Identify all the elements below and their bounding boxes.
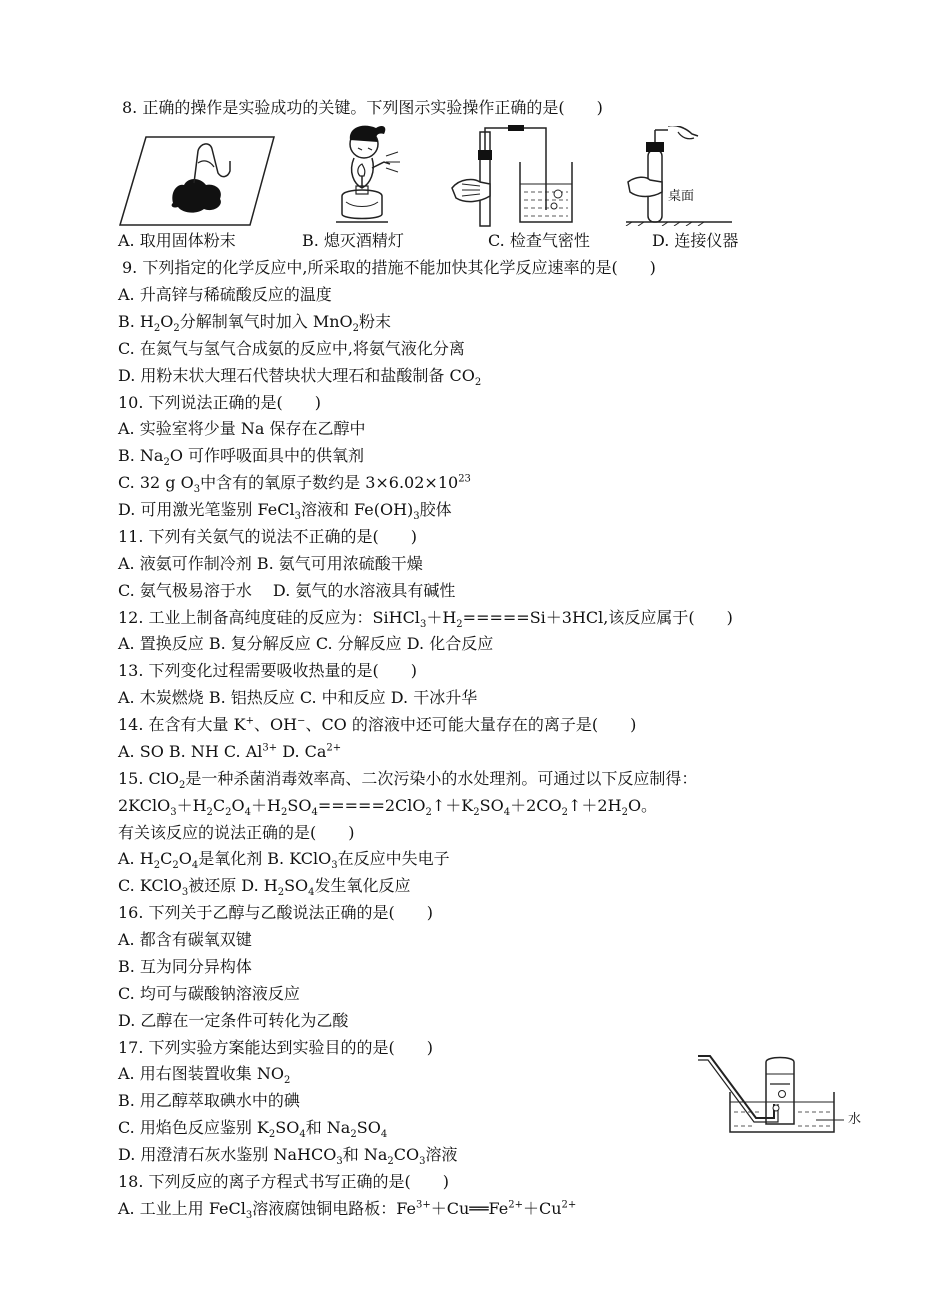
q10-option-b: B. $Na_2O$ 可作呼吸面具中的供氧剂 (118, 446, 365, 469)
q9-option-a: A. 升高锌与稀硫酸反应的温度 (118, 285, 332, 304)
figure-d-connect (622, 126, 732, 226)
q18-stem: 18. 下列反应的离子方程式书写正确的是( ) (118, 1172, 450, 1191)
q11-stem: 11. 下列有关氨气的说法不正确的是( ) (118, 527, 418, 546)
q13-stem: 13. 下列变化过程需要吸收热量的是( ) (118, 661, 418, 680)
q9-option-d: D. 用粉末状大理石代替块状大理石和盐酸制备 $CO_2$ (118, 366, 482, 389)
q16-option-d: D. 乙醇在一定条件可转化为乙酸 (118, 1011, 349, 1030)
q18-option-a: A. 工业上用 FeCl$_3$溶液腐蚀铜电路板：$Fe^{3+}+Cu══Fe^{2+}+Cu^{2+}$ (118, 1199, 577, 1222)
figure-c-airtight (450, 122, 580, 228)
q16-stem: 16. 下列关于乙醇与乙酸说法正确的是( ) (118, 903, 434, 922)
q17-option-a: A. 用右图装置收集 $NO_2$ (118, 1064, 291, 1087)
q10-stem: 10. 下列说法正确的是( ) (118, 393, 322, 412)
q14-stem: 14. 在含有大量 K+、OH−、CO 的溶液中还可能大量存在的离子是( ) (118, 715, 637, 734)
q10-option-d: D. 可用激光笔鉴别 FeCl$_3$溶液和 $Fe(OH)_3$胶体 (118, 500, 452, 523)
q12-options: A. 置换反应 B. 复分解反应 C. 分解反应 D. 化合反应 (118, 634, 494, 653)
q17-option-b: B. 用乙醇萃取碘水中的碘 (118, 1091, 300, 1110)
desk-label: 桌面 (668, 189, 695, 204)
water-label: 水 (848, 1112, 862, 1127)
figure-a-powder (118, 133, 278, 229)
q13-options: A. 木炭燃烧 B. 铝热反应 C. 中和反应 D. 干冰升华 (118, 688, 478, 707)
q8-stem: 8. 正确的操作是实验成功的关键。下列图示实验操作正确的是( ) (122, 98, 603, 117)
q11-options-cd: C. 氨气极易溶于水 D. 氨气的水溶液具有碱性 (118, 581, 456, 600)
q8-option-a: A. 取用固体粉末 (118, 231, 236, 250)
q16-option-a: A. 都含有碳氧双键 (118, 930, 252, 949)
q8-option-c: C. 检查气密性 (488, 231, 590, 250)
q9-option-c: C. 在氮气与氢气合成氨的反应中,将氨气液化分离 (118, 339, 465, 358)
q14-options: A. SO B. NH C. $Al^{3+}$ D. $Ca^{2+}$ (118, 742, 342, 761)
q15-options-cd: C. KClO$_3$被还原 D. $H_2SO_4$发生氧化反应 (118, 876, 411, 899)
q15-options-ab: A. $H_2C_2O_4$是氧化剂 B. KClO$_3$在反应中失电子 (118, 849, 450, 872)
q11-options-ab: A. 液氨可作制冷剂 B. 氨气可用浓硫酸干燥 (118, 554, 423, 573)
q8-option-d: D. 连接仪器 (652, 231, 739, 250)
q17-stem: 17. 下列实验方案能达到实验目的的是( ) (118, 1038, 434, 1057)
q16-option-c: C. 均可与碳酸钠溶液反应 (118, 984, 300, 1003)
q15-stem: 15. ClO$_2$是一种杀菌消毒效率高、二次污染小的水处理剂。可通过以下反应制得： (118, 769, 698, 792)
q9-option-b: B. $H_2O_2$分解制氧气时加入 MnO$_2$粉末 (118, 312, 392, 335)
q17-option-d: D. 用澄清石灰水鉴别 NaHCO$_3$和 $Na_2CO_3$溶液 (118, 1145, 458, 1168)
q16-option-b: B. 互为同分异构体 (118, 957, 252, 976)
figure-gas-collection (696, 1052, 846, 1136)
q10-option-a: A. 实验室将少量 Na 保存在乙醇中 (118, 419, 366, 438)
q9-stem: 9. 下列指定的化学反应中,所采取的措施不能加快其化学反应速率的是( ) (122, 258, 656, 277)
q17-option-c: C. 用焰色反应鉴别 $K_2SO_4$和 $Na_2SO_4$ (118, 1118, 388, 1141)
q8-option-b: B. 熄灭酒精灯 (302, 231, 404, 250)
q12-stem: 12. 工业上制备高纯度硅的反应为：$SiHCl_3+H_2=====Si+3HCl$,该反应属于( ) (118, 608, 733, 631)
q15-sub-stem: 有关该反应的说法正确的是( ) (118, 823, 355, 842)
q10-option-c: C. 32 g $O_3$中含有的氧原子数约是 $3\times 6.02\times 10^{23}$ (118, 473, 471, 496)
figure-b-lamp (318, 118, 408, 228)
q15-equation: $2KClO_3+H_2C_2O_4+H_2SO_4=====2ClO_2↑+K_2SO_4+2CO_2↑+2H_2O$。 (118, 796, 658, 819)
